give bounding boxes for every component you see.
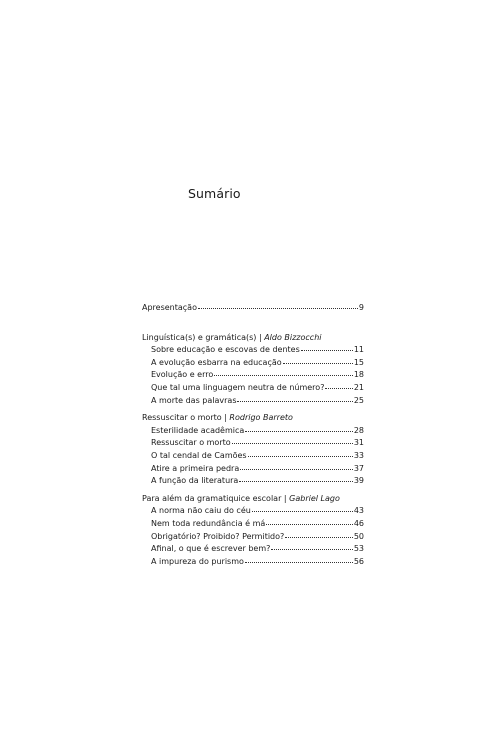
dot-leader [266,524,352,525]
dot-leader [252,511,353,512]
dot-leader [239,481,352,482]
toc-entry-page: 11 [353,345,364,355]
dot-leader [285,537,353,538]
toc-entry-label: A impureza do purismo [151,556,244,566]
toc-entry-page: 25 [353,395,364,405]
dot-leader [248,456,353,457]
toc-entry-page: 37 [353,463,364,473]
page-title: Sumário [188,186,241,201]
dot-leader [232,443,353,444]
toc-entry-page: 50 [353,531,364,541]
toc-entry [142,463,364,476]
toc-entry-page: 31 [353,438,364,448]
section-separator: | [281,493,290,503]
dot-leader [301,350,353,351]
toc-entry-label: Ressuscitar o morto [151,438,231,448]
toc-entry-page: 56 [353,556,364,566]
section-author: Rodrigo Barreto [229,413,293,423]
section-author: Gabriel Lago [289,493,340,503]
toc-entry [142,531,364,544]
toc-entry-label: Que tal uma linguagem neutra de número? [151,382,325,392]
dot-leader [271,549,352,550]
toc-entry [142,556,364,569]
section-separator: | [221,413,230,423]
toc-entry-label: Sobre educação e escovas de dentes [151,345,300,355]
dot-leader [245,562,353,563]
toc-entry-intro [142,302,364,315]
toc-entry-page: 33 [353,450,364,460]
toc-entry-label: O tal cendal de Camões [151,450,247,460]
table-of-contents [142,302,364,573]
section-separator: | [256,332,265,342]
toc-section [142,412,364,488]
toc-entry-label: Esterilidade acadêmica [151,425,245,435]
section-title: Para além da gramatiquice escolar [142,493,282,503]
toc-entry-page: 53 [353,544,364,554]
toc-entry [142,475,364,488]
toc-entry [142,395,364,408]
dot-leader [325,388,352,389]
toc-entry-label: Apresentação [142,303,197,312]
toc-entry-page: 46 [353,518,364,528]
toc-entry-label: A evolução esbarra na educação [151,357,282,367]
toc-entry-label: A função da literatura [151,476,239,486]
dot-leader [240,469,353,470]
toc-entry-page: 28 [353,425,364,435]
dot-leader [214,375,353,376]
section-title: Ressuscitar o morto [142,413,222,423]
toc-entry-label: A norma não caiu do céu [151,506,251,516]
toc-entry [142,543,364,556]
toc-entry [142,357,364,370]
toc-section-heading [142,412,364,425]
toc-entry [142,382,364,395]
toc-section-heading [142,332,364,345]
toc-entry [142,450,364,463]
toc-entry-page: 21 [353,382,364,392]
dot-leader [198,308,358,309]
toc-entry [142,437,364,450]
section-author: Aldo Bizzocchi [264,332,322,342]
toc-section-heading [142,493,364,506]
toc-entry-label: Afinal, o que é escrever bem? [151,544,271,554]
toc-entry-label: Atire a primeira pedra [151,463,240,473]
toc-entry-page: 9 [358,303,364,312]
toc-entry-page: 43 [353,506,364,516]
toc-entry-label: A morte das palavras [151,395,237,405]
dot-leader [245,431,353,432]
toc-entry-label: Nem toda redundância é má [151,518,266,528]
toc-entry [142,369,364,382]
dot-leader [237,401,352,402]
toc-entry [142,344,364,357]
toc-entry-page: 39 [353,476,364,486]
toc-entry-label: Obrigatório? Proibido? Permitido? [151,531,285,541]
toc-entry-label: Evolução e erro [151,370,214,380]
dot-leader [283,363,353,364]
toc-entry-page: 18 [353,370,364,380]
toc-entry-page: 15 [353,357,364,367]
toc-entry [142,518,364,531]
toc-section [142,493,364,569]
section-title: Linguística(s) e gramática(s) [142,332,257,342]
toc-entry [142,505,364,518]
toc-entry [142,425,364,438]
toc-section [142,332,364,408]
